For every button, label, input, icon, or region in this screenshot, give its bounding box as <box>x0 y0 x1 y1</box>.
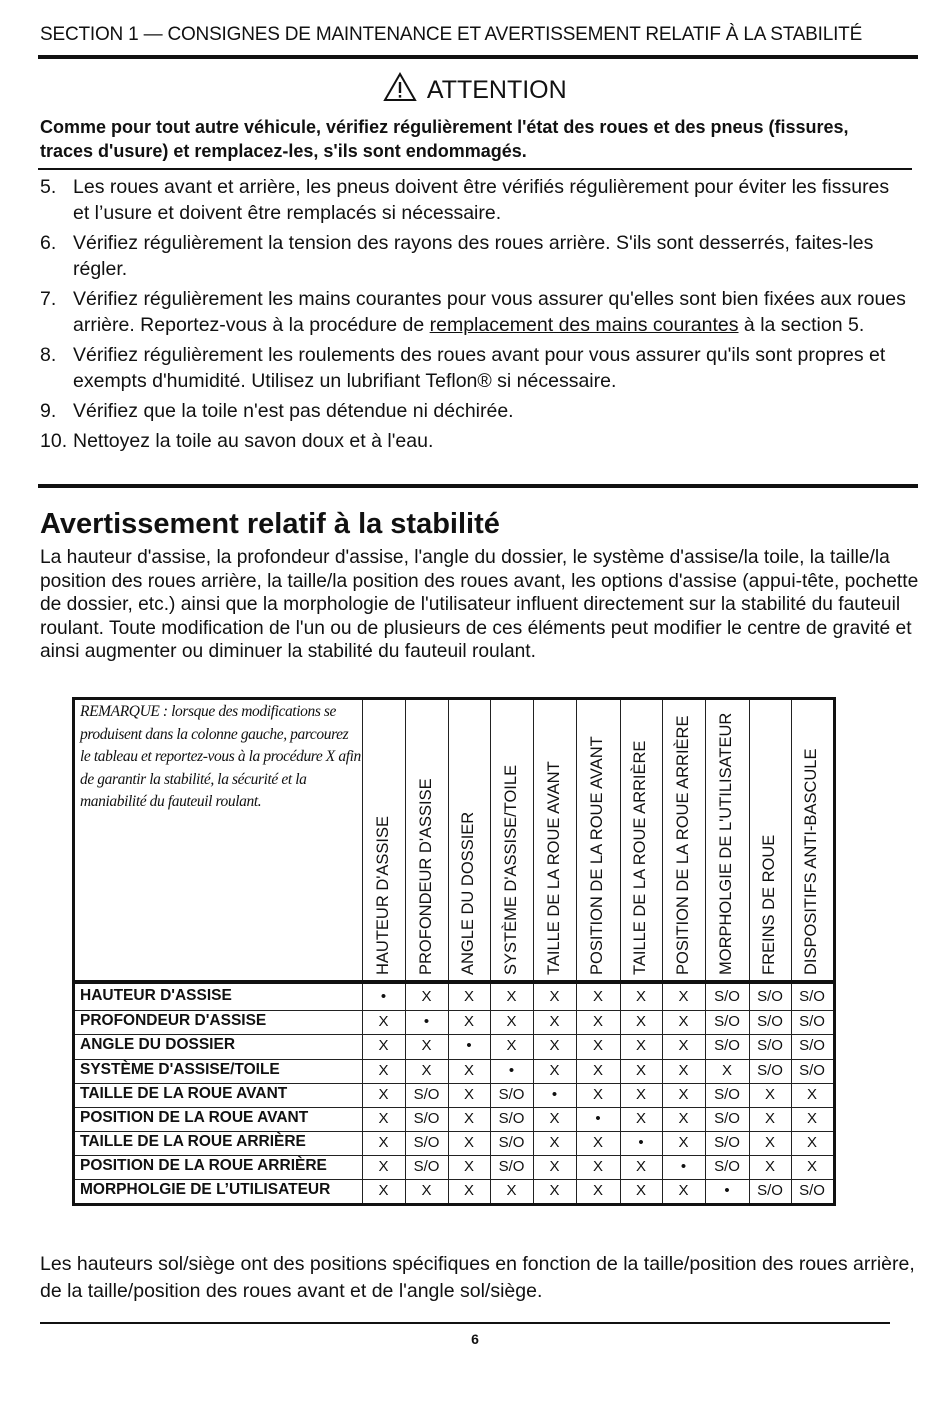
matrix-cell: X <box>806 1134 817 1151</box>
step-text-before: Vérifiez régulièrement les mains courantes pour vous assurer qu'elles sont bien fixées aux roues arrière. Reportez-vous à la procédure de <box>73 288 906 336</box>
matrix-cell: X <box>549 1013 560 1030</box>
row-label: TAILLE DE LA ROUE AVANT <box>80 1085 288 1102</box>
step-item <box>40 230 910 282</box>
row-divider <box>75 1034 833 1035</box>
matrix-cell: X <box>635 1013 646 1030</box>
matrix-cell: X <box>806 1086 817 1103</box>
step-text <box>73 286 910 338</box>
row-divider <box>75 1131 833 1132</box>
row-divider <box>75 1010 833 1011</box>
matrix-cell: • <box>638 1134 644 1151</box>
matrix-cell: S/O <box>757 1013 783 1030</box>
step-item <box>40 398 910 424</box>
step-number: 9. <box>40 400 57 422</box>
matrix-cell: S/O <box>498 1158 525 1175</box>
attention-body: Comme pour tout autre véhicule, vérifiez régulièrement l'état des roues et des pneus (fissures, traces d'usure) et remplacez-les, s'ils sont endommagés. <box>40 117 849 161</box>
matrix-cell: X <box>421 1037 432 1054</box>
section-title: Avertissement relatif à la stabilité <box>40 508 500 540</box>
header-rule <box>38 55 918 59</box>
step-item <box>40 286 910 338</box>
step-item <box>40 428 910 454</box>
row-label: MORPHOLGIE DE L’UTILISATEUR <box>80 1181 331 1198</box>
matrix-cell: S/O <box>799 1182 825 1199</box>
step-text: Vérifiez régulièrement la tension des rayons des roues arrière. S'ils sont desserrés, faites-les régler. <box>73 232 874 280</box>
matrix-cell: S/O <box>714 1013 740 1030</box>
matrix-cell: S/O <box>714 1158 740 1175</box>
matrix-cell: X <box>635 1037 646 1054</box>
matrix-cell: X <box>549 1110 560 1127</box>
matrix-cell: S/O <box>799 988 825 1005</box>
matrix-cell: S/O <box>757 1062 783 1079</box>
matrix-cell: X <box>635 1062 646 1079</box>
section-header: SECTION 1 — CONSIGNES DE MAINTENANCE ET AVERTISSEMENT RELATIF À LA STABILITÉ <box>40 24 863 45</box>
matrix-cell: X <box>592 1182 603 1199</box>
step-text-after: à la section 5. <box>738 314 865 336</box>
matrix-cell: X <box>463 1134 474 1151</box>
matrix-cell: X <box>506 1013 517 1030</box>
matrix-cell: X <box>678 1134 689 1151</box>
column-header: SYSTÈME D'ASSISE/TOILE <box>501 764 520 975</box>
matrix-cell: X <box>592 1037 603 1054</box>
matrix-cell: X <box>635 1158 646 1175</box>
matrix-cell: • <box>595 1110 601 1127</box>
step-number: 6. <box>40 232 57 254</box>
matrix-cell: X <box>463 1062 474 1079</box>
table-remark: REMARQUE : lorsque des modifications se produisent dans la colonne gauche, parcourez le tableau et reportez-vous à la procédure X afin de garantir la stabilité, la sécurité et la maniabilité du fauteuil roulant. <box>80 703 361 810</box>
matrix-cell: X <box>378 1182 389 1199</box>
matrix-cell: S/O <box>413 1134 440 1151</box>
matrix-cell: S/O <box>714 1110 740 1127</box>
attention-rule <box>38 168 912 170</box>
matrix-cell: X <box>506 1037 517 1054</box>
matrix-cell: X <box>506 988 517 1005</box>
matrix-cell: X <box>549 1062 560 1079</box>
column-header: DISPOSITIFS ANTI-BASCULE <box>802 748 820 975</box>
matrix-cell: S/O <box>757 1182 783 1199</box>
row-label: SYSTÈME D'ASSISE/TOILE <box>80 1061 280 1078</box>
matrix-cell: X <box>463 1013 474 1030</box>
matrix-cell: X <box>378 1134 389 1151</box>
step-number: 7. <box>40 288 57 310</box>
matrix-cell: X <box>549 1134 560 1151</box>
column-header: MORPHOLGIE DE L'UTILISATEUR <box>717 712 735 975</box>
step-item <box>40 174 910 226</box>
row-label: TAILLE DE LA ROUE ARRIÈRE <box>80 1133 306 1150</box>
matrix-cell: S/O <box>413 1086 440 1103</box>
matrix-cell: X <box>635 1110 646 1127</box>
matrix-cell: S/O <box>714 1086 740 1103</box>
matrix-cell: X <box>378 1086 389 1103</box>
matrix-cell: S/O <box>799 1013 825 1030</box>
column-header: POSITION DE LA ROUE ARRIÈRE <box>673 715 692 975</box>
matrix-cell: X <box>549 1182 560 1199</box>
header-divider <box>75 980 833 984</box>
matrix-cell: X <box>378 1158 389 1175</box>
matrix-cell: X <box>378 1110 389 1127</box>
matrix-cell: S/O <box>799 1037 825 1054</box>
row-label: PROFONDEUR D'ASSISE <box>80 1012 267 1029</box>
column-header: ANGLE DU DOSSIER <box>459 811 477 975</box>
matrix-cell: X <box>721 1062 732 1079</box>
matrix-cell: X <box>764 1086 775 1103</box>
row-divider <box>75 1059 833 1060</box>
matrix-cell: X <box>764 1110 775 1127</box>
steps-rule <box>38 484 918 488</box>
matrix-cell: X <box>806 1158 817 1175</box>
matrix-cell: X <box>506 1182 517 1199</box>
matrix-cell: X <box>463 1086 474 1103</box>
matrix-cell: X <box>378 1062 389 1079</box>
matrix-cell: S/O <box>799 1062 825 1079</box>
matrix-cell: • <box>551 1086 558 1103</box>
matrix-cell: S/O <box>714 988 740 1005</box>
matrix-cell: X <box>549 1037 560 1054</box>
matrix-cell: X <box>421 988 432 1005</box>
matrix-cell: X <box>764 1134 775 1151</box>
matrix-cell: X <box>378 1037 389 1054</box>
attention-heading <box>0 72 950 105</box>
row-divider <box>75 1155 833 1156</box>
page-number: 6 <box>471 1331 479 1347</box>
matrix-cell: S/O <box>498 1134 525 1151</box>
maintenance-steps <box>40 174 910 458</box>
matrix-cell: • <box>423 1013 430 1030</box>
step-number: 8. <box>40 344 57 366</box>
matrix-cell: X <box>635 1182 646 1199</box>
matrix-cell: X <box>678 988 689 1005</box>
step-text: Nettoyez la toile au savon doux et à l'eau. <box>73 430 434 452</box>
matrix-cell: X <box>592 1158 603 1175</box>
column-header: FREINS DE ROUE <box>760 834 778 975</box>
matrix-cell: X <box>463 1158 474 1175</box>
column-header: TAILLE DE LA ROUE AVANT <box>544 761 563 975</box>
row-label: ANGLE DU DOSSIER <box>80 1036 236 1053</box>
matrix-cell: X <box>678 1182 689 1199</box>
step-number: 10. <box>40 430 68 452</box>
matrix-cell: X <box>549 1158 560 1175</box>
matrix-cell: X <box>592 1134 603 1151</box>
matrix-cell: X <box>592 1062 603 1079</box>
step-text: Vérifiez que la toile n'est pas détendue ni déchirée. <box>73 400 514 422</box>
matrix-cell: X <box>635 1086 646 1103</box>
row-label: POSITION DE LA ROUE AVANT <box>80 1109 309 1126</box>
matrix-cell: X <box>678 1062 689 1079</box>
matrix-cell: • <box>724 1182 730 1199</box>
matrix-cell: X <box>592 1013 603 1030</box>
footer-rule <box>40 1322 890 1324</box>
column-header: HAUTEUR D'ASSISE <box>373 815 392 975</box>
footer-paragraph: Les hauteurs sol/siège ont des positions spécifiques en fonction de la taille/position des roues arrière, de la taille/position des roues avant et de l'angle sol/siège. <box>40 1253 915 1302</box>
matrix-cell: X <box>678 1013 689 1030</box>
row-divider <box>75 1107 833 1108</box>
step-item <box>40 342 910 394</box>
matrix-cell: X <box>421 1182 432 1199</box>
matrix-cell: X <box>592 988 603 1005</box>
row-divider <box>75 1083 833 1084</box>
matrix-cell: X <box>592 1086 603 1103</box>
matrix-cell: X <box>378 1013 389 1030</box>
row-label: POSITION DE LA ROUE ARRIÈRE <box>80 1157 327 1174</box>
row-label: HAUTEUR D'ASSISE <box>80 987 232 1004</box>
attention-title: ATTENTION <box>426 76 567 104</box>
matrix-cell: • <box>380 988 387 1005</box>
matrix-cell: S/O <box>714 1134 740 1151</box>
matrix-cell: X <box>806 1110 817 1127</box>
matrix-cell: • <box>680 1158 687 1175</box>
matrix-cell: S/O <box>413 1158 440 1175</box>
replacement-procedure-link[interactable]: remplacement des mains courantes <box>429 314 739 336</box>
matrix-cell: X <box>678 1037 689 1054</box>
matrix-cell: X <box>678 1086 689 1103</box>
matrix-cell: X <box>463 1110 474 1127</box>
column-header: TAILLE DE LA ROUE ARRIÈRE <box>631 740 649 975</box>
matrix-cell: S/O <box>498 1110 525 1127</box>
matrix-cell: X <box>678 1110 689 1127</box>
matrix-cell: X <box>764 1158 775 1175</box>
matrix-cell: X <box>421 1062 432 1079</box>
matrix-cell: X <box>463 988 474 1005</box>
matrix-cell: S/O <box>498 1086 525 1103</box>
matrix-cell: S/O <box>714 1037 740 1054</box>
matrix-cell: • <box>508 1062 515 1079</box>
column-header: PROFONDEUR D'ASSISE <box>416 778 435 975</box>
matrix-cell: S/O <box>757 1037 783 1054</box>
matrix-cell: S/O <box>757 988 783 1005</box>
matrix-cell: X <box>635 988 646 1005</box>
step-text: Vérifiez régulièrement les roulements des roues avant pour vous assurer qu'ils sont propres et exempts d'humidité. Utilisez un lubrifiant Teflon® si nécessaire. <box>73 344 886 392</box>
matrix-cell: S/O <box>413 1110 440 1127</box>
row-divider <box>75 1179 833 1180</box>
matrix-cell: X <box>549 988 560 1005</box>
matrix-cell: • <box>466 1037 472 1054</box>
warning-triangle-icon <box>383 76 427 104</box>
column-header: POSITION DE LA ROUE AVANT <box>588 736 606 975</box>
stability-paragraph: La hauteur d'assise, la profondeur d'assise, l'angle du dossier, le système d'assise/la toile, la taille/la position des roues arrière, la taille/la position des roues avant, les options d'assise (appui-tête, pochette de dossier, etc.) ainsi que la morphologie de l'utilisateur influent directement sur la stabilité du fauteuil roulant. Toute modification de l'un ou de plusieurs de ces éléments peut modifier le centre de gravité et ainsi augmenter ou diminuer la stabilité du fauteuil roulant. <box>40 547 919 662</box>
step-number: 5. <box>40 176 57 198</box>
matrix-cell: X <box>463 1182 474 1199</box>
step-text: Les roues avant et arrière, les pneus doivent être vérifiés régulièrement pour éviter les fissures et l’usure et doivent être remplacés si nécessaire. <box>73 176 890 224</box>
